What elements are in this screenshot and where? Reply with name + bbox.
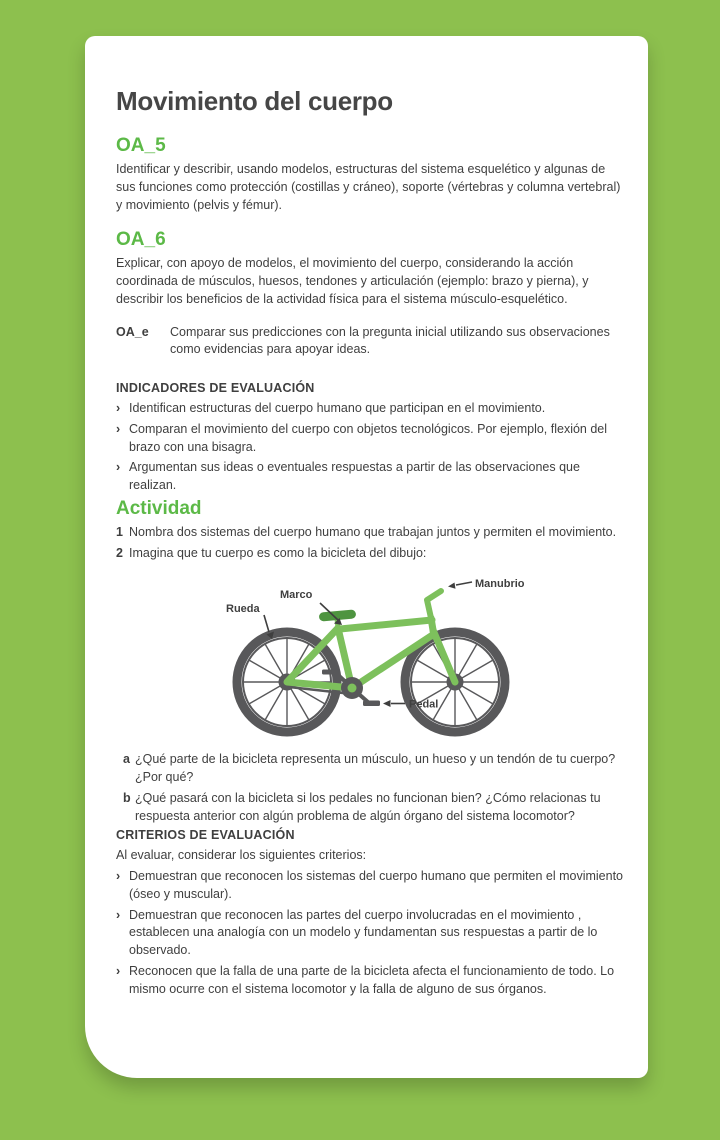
actividad-subitem-text: ¿Qué pasará con la bicicleta si los pedales no funcionan bien? ¿Cómo relacionas tu respuesta anterior con algún problema de algún órgano del sistema locomotor? (135, 790, 601, 823)
section-actividad (116, 498, 628, 826)
oa5-heading: OA_5 (116, 135, 166, 156)
actividad-item-text: Nombra dos sistemas del cuerpo humano que trabajan juntos y permiten el movimiento. (129, 524, 617, 539)
actividad-sublist (123, 751, 628, 825)
criterios-item (116, 907, 628, 960)
bike-label-manubrio: Manubrio (475, 578, 525, 591)
bullet-glyph: › (116, 869, 121, 883)
section-oa6 (116, 229, 628, 308)
indicadores-item (116, 459, 628, 495)
criterios-heading: CRITERIOS DE EVALUACIÓN (116, 828, 295, 843)
oa6-body: Explicar, con apoyo de modelos, el movimiento del cuerpo, considerando la acción coordinada de músculos, huesos, tendones y articulación (ejemplo: brazo y pierna), y describir los beneficios de la actividad física para el sistema músculo-esquelético. (116, 256, 589, 306)
criterios-item (116, 868, 628, 904)
actividad-subitem-text: ¿Qué parte de la bicicleta representa un músculo, un hueso y un tendón de tu cuerpo? ¿Por qué? (135, 752, 616, 784)
indicadores-item (116, 400, 628, 418)
actividad-heading: Actividad (116, 497, 202, 519)
oa5-body: Identificar y describir, usando modelos, estructuras del sistema esquelético y algunas de sus funciones como protección (costillas y cráneo), soporte (vértebras y columna vertebral) y movimiento (pelvis y fémur). (116, 162, 621, 212)
oa6-heading: OA_6 (116, 229, 166, 251)
actividad-subitem-letter: a (123, 752, 130, 767)
actividad-subitem-letter: b (123, 790, 131, 805)
bullet-glyph: › (116, 401, 121, 415)
section-indicadores (116, 381, 628, 495)
oae-row (116, 324, 628, 360)
rueda-arrow (264, 615, 269, 632)
criterios-item-text: Demuestran que reconocen los sistemas del cuerpo humano que permiten el movimiento (óseo y muscular). (129, 869, 624, 901)
bullet-glyph: › (116, 963, 121, 978)
pedal (363, 701, 380, 707)
bullet-glyph: › (116, 421, 121, 436)
criterios-intro: Al evaluar, considerar los siguientes criterios: (116, 848, 367, 863)
section-criterios (116, 828, 628, 998)
indicadores-list (116, 400, 628, 495)
criterios-item-text: Demuestran que reconocen las partes del cuerpo involucradas en el movimiento , establecen una analogía con un modelo y fundamentan sus respuestas a partir de lo observado. (129, 907, 598, 957)
actividad-item (116, 524, 628, 542)
page-title: Movimiento del cuerpo (116, 86, 393, 116)
indicadores-item (116, 421, 628, 457)
bike-label-marco: Marco (280, 589, 313, 602)
bullet-glyph: › (116, 907, 121, 922)
actividad-item-number: 2 (116, 545, 123, 560)
indicadores-item-text: Comparan el movimiento del cuerpo con objetos tecnológicos. Por ejemplo, flexión del brazo con una bisagra. (129, 421, 608, 454)
indicadores-item-text: Argumentan sus ideas o eventuales respuestas a partir de las observaciones que realizan. (129, 460, 580, 492)
criterios-item-text: Reconocen que la falla de una parte de la bicicleta afecta el funcionamiento de todo. Lo mismo ocurre con el sistema locomotor y la falla de alguno de sus órganos. (129, 963, 615, 996)
indicadores-item-text: Identifican estructuras del cuerpo humano que participan en el movimiento. (129, 401, 546, 415)
bike-label-rueda: Rueda (226, 603, 260, 616)
oae-body: Comparar sus predicciones con la pregunta inicial utilizando sus observaciones como evidencias para apoyar ideas. (170, 324, 610, 357)
criterios-item (116, 963, 628, 999)
bike-label-pedal: Pedal (409, 698, 439, 711)
actividad-list (116, 524, 628, 563)
oae-label: OA_e (116, 324, 149, 339)
actividad-subitem (123, 751, 628, 787)
actividad-item-number: 1 (116, 524, 123, 539)
bullet-glyph: › (116, 460, 121, 475)
section-oa5 (116, 135, 628, 214)
manubrio-arrow (456, 582, 472, 585)
actividad-item (116, 545, 628, 563)
document-card (85, 36, 648, 1078)
actividad-item-text: Imagina que tu cuerpo es como la bicicleta del dibujo: (129, 545, 427, 560)
actividad-subitem (123, 790, 628, 826)
criterios-list (116, 868, 628, 998)
bicycle-illustration (212, 570, 532, 745)
indicadores-heading: INDICADORES DE EVALUACIÓN (116, 381, 315, 395)
